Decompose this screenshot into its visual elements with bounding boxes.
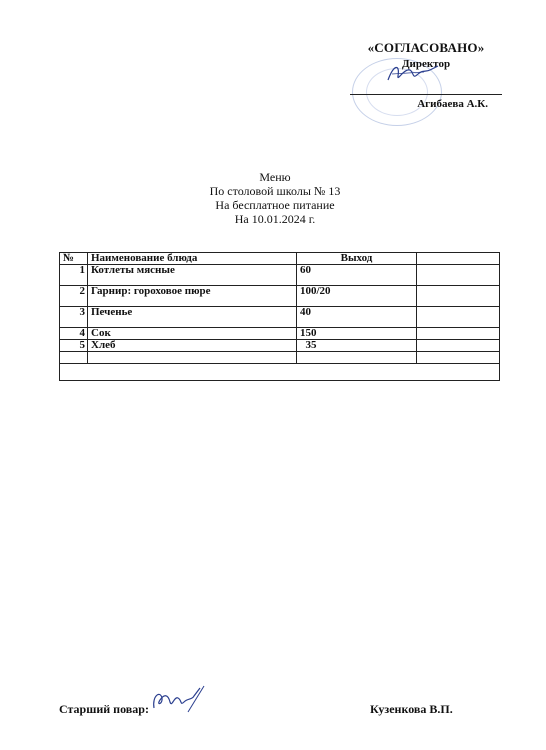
row-num: 2 [60, 286, 88, 307]
row-num: 4 [60, 328, 88, 340]
row-out: 40 [297, 307, 417, 328]
header-num: № [60, 253, 88, 265]
cook-signature [148, 682, 218, 716]
row-empty [417, 265, 500, 286]
cook-label: Старший повар: [59, 702, 149, 716]
header-empty [417, 253, 500, 265]
row-empty [417, 307, 500, 328]
row-dish: Хлеб [88, 340, 297, 352]
director-signature [384, 58, 444, 88]
row-out: 150 [297, 328, 417, 340]
row-out: 100/20 [297, 286, 417, 307]
table-row-blank [60, 352, 500, 364]
row-dish [88, 352, 297, 364]
header-out: Выход [297, 253, 417, 265]
row-out: 60 [297, 265, 417, 286]
menu-table [59, 252, 500, 381]
row-num: 1 [60, 265, 88, 286]
table-footer-row [60, 364, 500, 381]
row-num: 3 [60, 307, 88, 328]
header-dish: Наименование блюда [88, 253, 297, 265]
table-row [60, 307, 500, 328]
row-num [60, 352, 88, 364]
row-out [297, 352, 417, 364]
table-row [60, 265, 500, 286]
menu-date: На 10.01.2024 г. [234, 212, 316, 226]
row-dish: Котлеты мясные [88, 265, 297, 286]
row-empty [417, 340, 500, 352]
menu-type: На бесплатное питание [215, 198, 335, 212]
row-dish: Печенье [88, 307, 297, 328]
approval-title: «СОГЛАСОВАНО» [367, 40, 485, 55]
cook-name: Кузенкова В.П. [370, 702, 453, 716]
menu-heading [160, 170, 390, 226]
approval-role: Директор [401, 58, 451, 70]
row-dish: Гарнир: гороховое пюре [88, 286, 297, 307]
footer-merged-cell [60, 364, 500, 381]
table-row [60, 340, 500, 352]
row-empty [417, 286, 500, 307]
table-header-row [60, 253, 500, 265]
table-row [60, 286, 500, 307]
approval-name: Агибаева А.К. [417, 98, 488, 110]
row-num: 5 [60, 340, 88, 352]
menu-title: Меню [259, 170, 291, 184]
row-dish: Сок [88, 328, 297, 340]
row-empty [417, 328, 500, 340]
table-row [60, 328, 500, 340]
menu-school: По столовой школы № 13 [209, 184, 341, 198]
row-out: 35 [297, 340, 417, 352]
row-empty [417, 352, 500, 364]
